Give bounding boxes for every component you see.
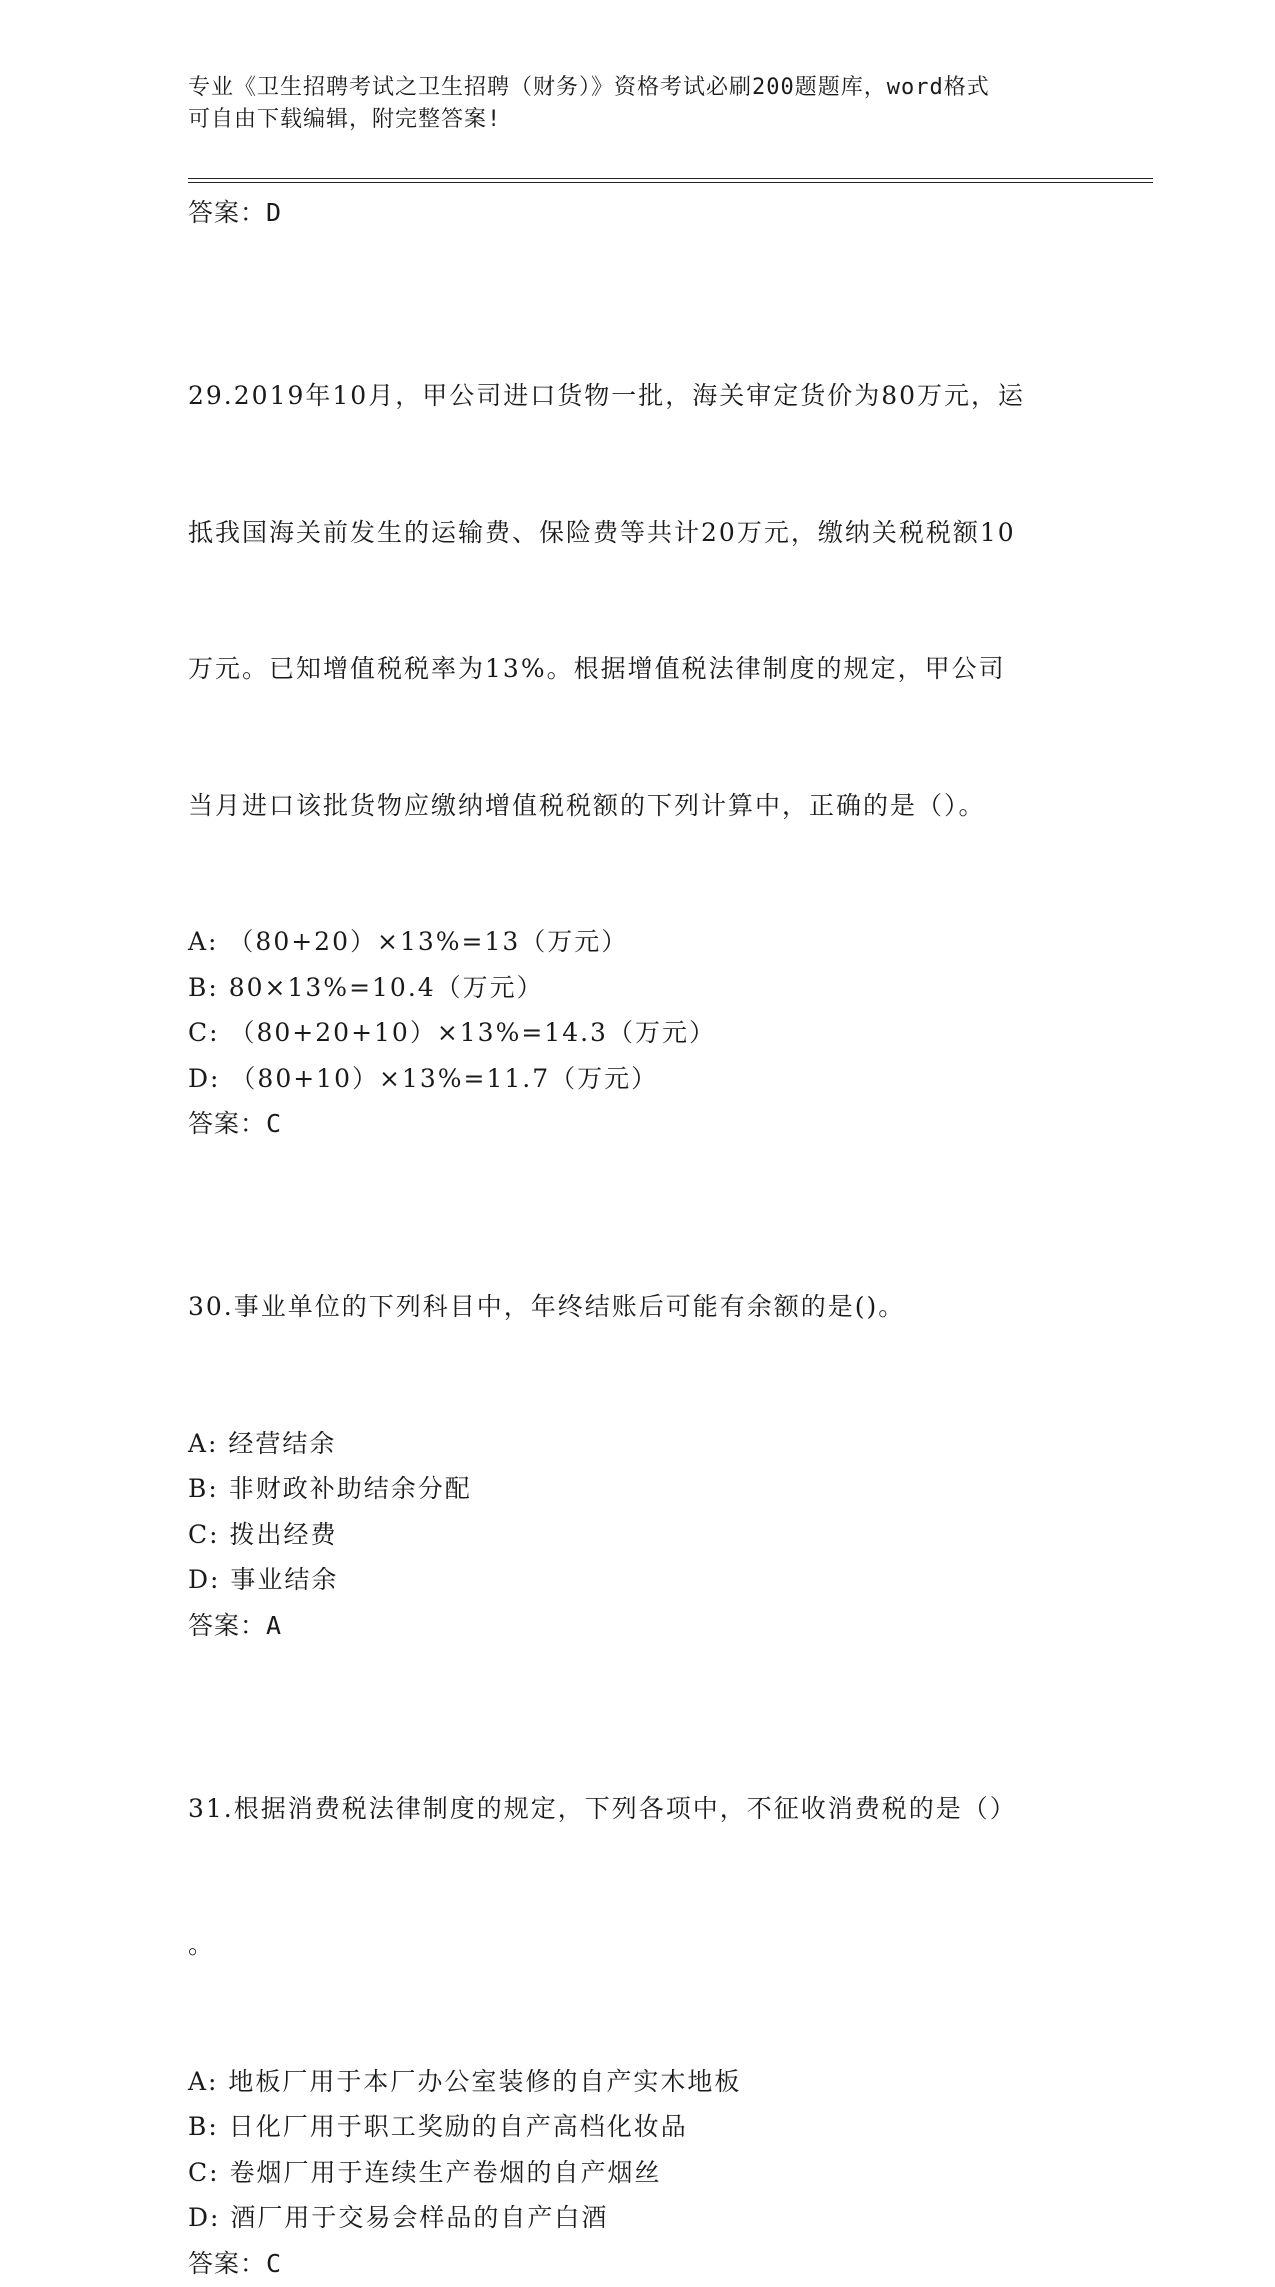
stem-line: 29.2019年10月，甲公司进口货物一批，海关审定货价为80万元，运 — [188, 381, 1026, 410]
answer-line: 答案：A — [188, 1610, 283, 1640]
question-31 — [188, 1695, 1088, 2287]
option-c: C: 拨出经费 — [188, 1519, 338, 1549]
question-30 — [188, 1193, 1088, 1649]
option-a: A: 地板厂用于本厂办公室装修的自产实木地板 — [188, 2066, 742, 2096]
option-b: B: 日化厂用于职工奖励的自产高档化妆品 — [188, 2112, 688, 2141]
answer-line: 答案：C — [188, 1109, 283, 1138]
option-b: B: 80×13%=10.4（万元） — [188, 972, 544, 1002]
option-c: C: （80+20+10）×13%=14.3（万元） — [188, 1018, 716, 1047]
option-a: A: 经营结余 — [188, 1428, 337, 1458]
stem-line: 万元。已知增值税税率为13%。根据增值税法律制度的规定，甲公司 — [188, 654, 1006, 683]
option-d: D: 事业结余 — [188, 1565, 339, 1594]
stem-line: 31.根据消费税法律制度的规定，下列各项中，不征收消费税的是（） — [188, 1793, 1017, 1823]
header-divider-bottom — [188, 182, 1153, 183]
stem-line: 当月进口该批货物应缴纳增值税税额的下列计算中，正确的是（）。 — [188, 790, 986, 820]
question-stem — [188, 1695, 1088, 2059]
header-line-2: 可自由下载编辑，附完整答案! — [188, 107, 502, 132]
option-c: C: 卷烟厂用于连续生产卷烟的自产烟丝 — [188, 2157, 662, 2187]
question-29 — [188, 282, 1088, 1147]
option-a: A: （80+20）×13%=13（万元） — [188, 927, 629, 956]
previous-answer: 答案：D — [188, 198, 283, 227]
question-stem — [188, 1193, 1088, 1421]
header-line-1: 专业《卫生招聘考试之卫生招聘（财务）》资格考试必刷200题题库，word格式 — [188, 75, 990, 100]
option-d: D: 酒厂用于交易会样品的自产白酒 — [188, 2203, 609, 2232]
answer-line: 答案：C — [188, 2248, 283, 2278]
stem-line: 30.事业单位的下列科目中，年终结账后可能有余额的是()。 — [188, 1292, 906, 1321]
stem-line: 。 — [188, 1930, 216, 1959]
question-stem — [188, 282, 1088, 919]
document-header — [188, 72, 1088, 136]
header-divider-top — [188, 178, 1153, 179]
option-d: D: （80+10）×13%=11.7（万元） — [188, 1063, 659, 1093]
question-list — [188, 190, 1088, 2287]
stem-line: 抵我国海关前发生的运输费、保险费等共计20万元，缴纳关税税额10 — [188, 517, 1016, 547]
option-b: B: 非财政补助结余分配 — [188, 1474, 472, 1503]
